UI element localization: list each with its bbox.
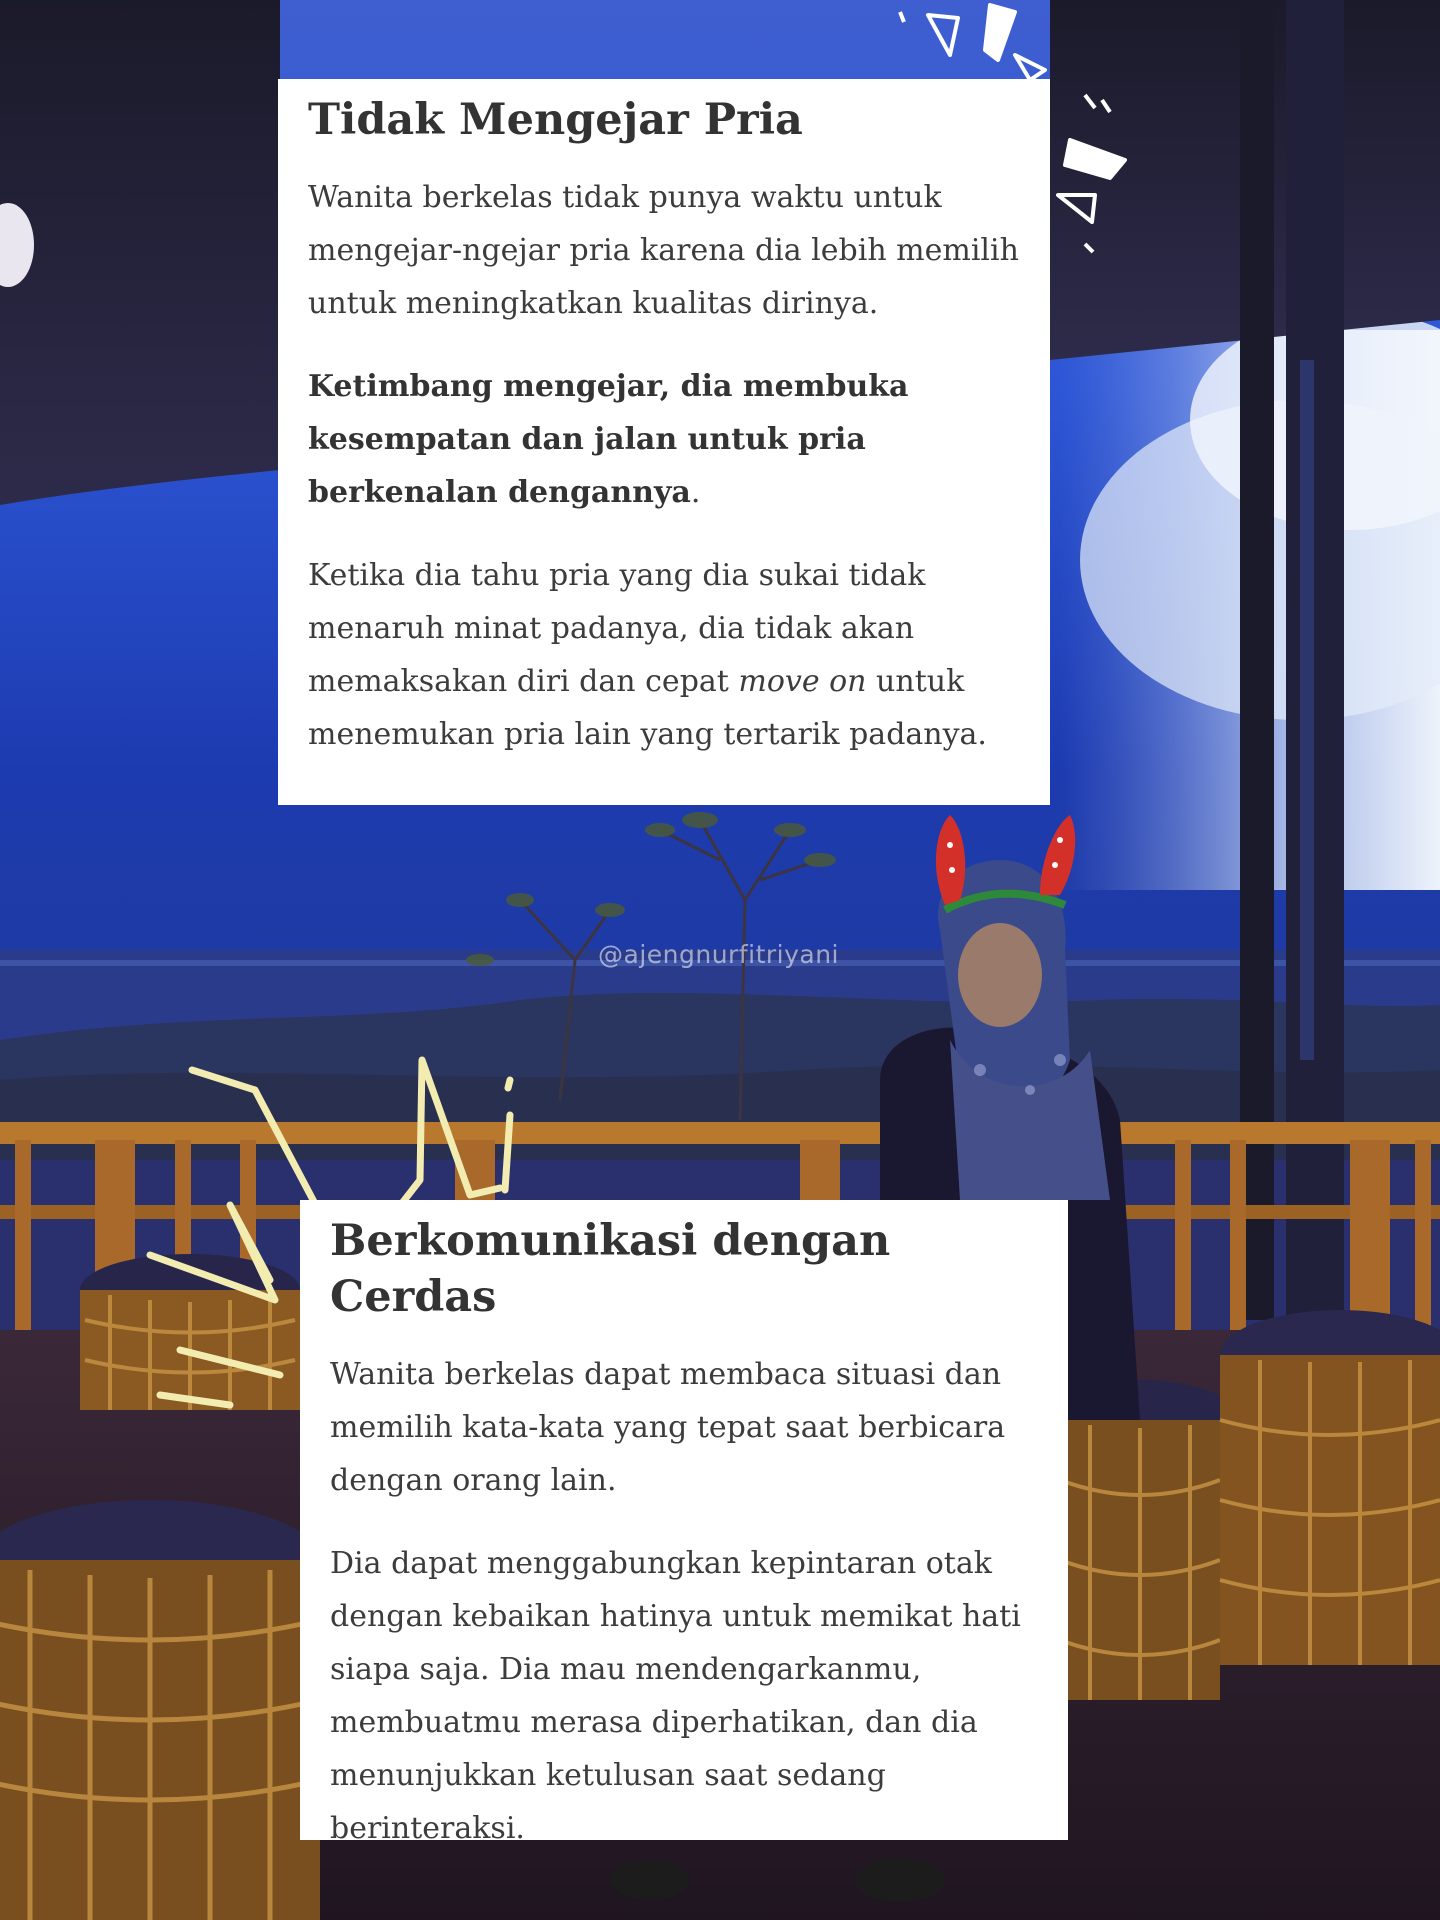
tip-card-1 [278, 79, 1050, 805]
bold-text: Ketimbang mengejar, dia membuka kesempatan dan jalan untuk pria berkenalan dengannya [308, 368, 909, 510]
card-paragraph: Wanita berkelas tidak punya waktu untuk mengejar-ngejar pria karena dia lebih memilih untuk meningkatkan kualitas dirinya. [308, 179, 1019, 321]
watermark-text: @ajengnurfitriyani [598, 940, 840, 969]
italic-text: move on [738, 663, 867, 699]
paragraph-text: untuk menemukan pria lain yang tertarik padanya. [308, 663, 987, 752]
tip-card-2 [300, 1200, 1068, 1846]
paragraph-text: Ketika dia tahu pria yang dia sukai tidak menaruh minat padanya, dia tidak akan memaksakan diri dan cepat [308, 557, 926, 699]
card-paragraph: Wanita berkelas dapat membaca situasi dan memilih kata-kata yang tepat saat berbicara dengan orang lain. [330, 1356, 1006, 1498]
paragraph-end: . [690, 474, 701, 510]
card-paragraph [308, 360, 1020, 519]
card-paragraph [308, 549, 1020, 761]
card-paragraph: Dia dapat menggabungkan kepintaran otak dengan kebaikan hatinya untuk memikat hati siapa saja. Dia mau mendengarkanmu, membuatmu merasa diperhatikan, dan dia menunjukkan ketulusan saat sedang berinteraksi. [330, 1545, 1021, 1846]
card-title: Berkomunikasi dengan Cerdas [330, 1216, 891, 1322]
card-title: Tidak Mengejar Pria [308, 95, 803, 145]
